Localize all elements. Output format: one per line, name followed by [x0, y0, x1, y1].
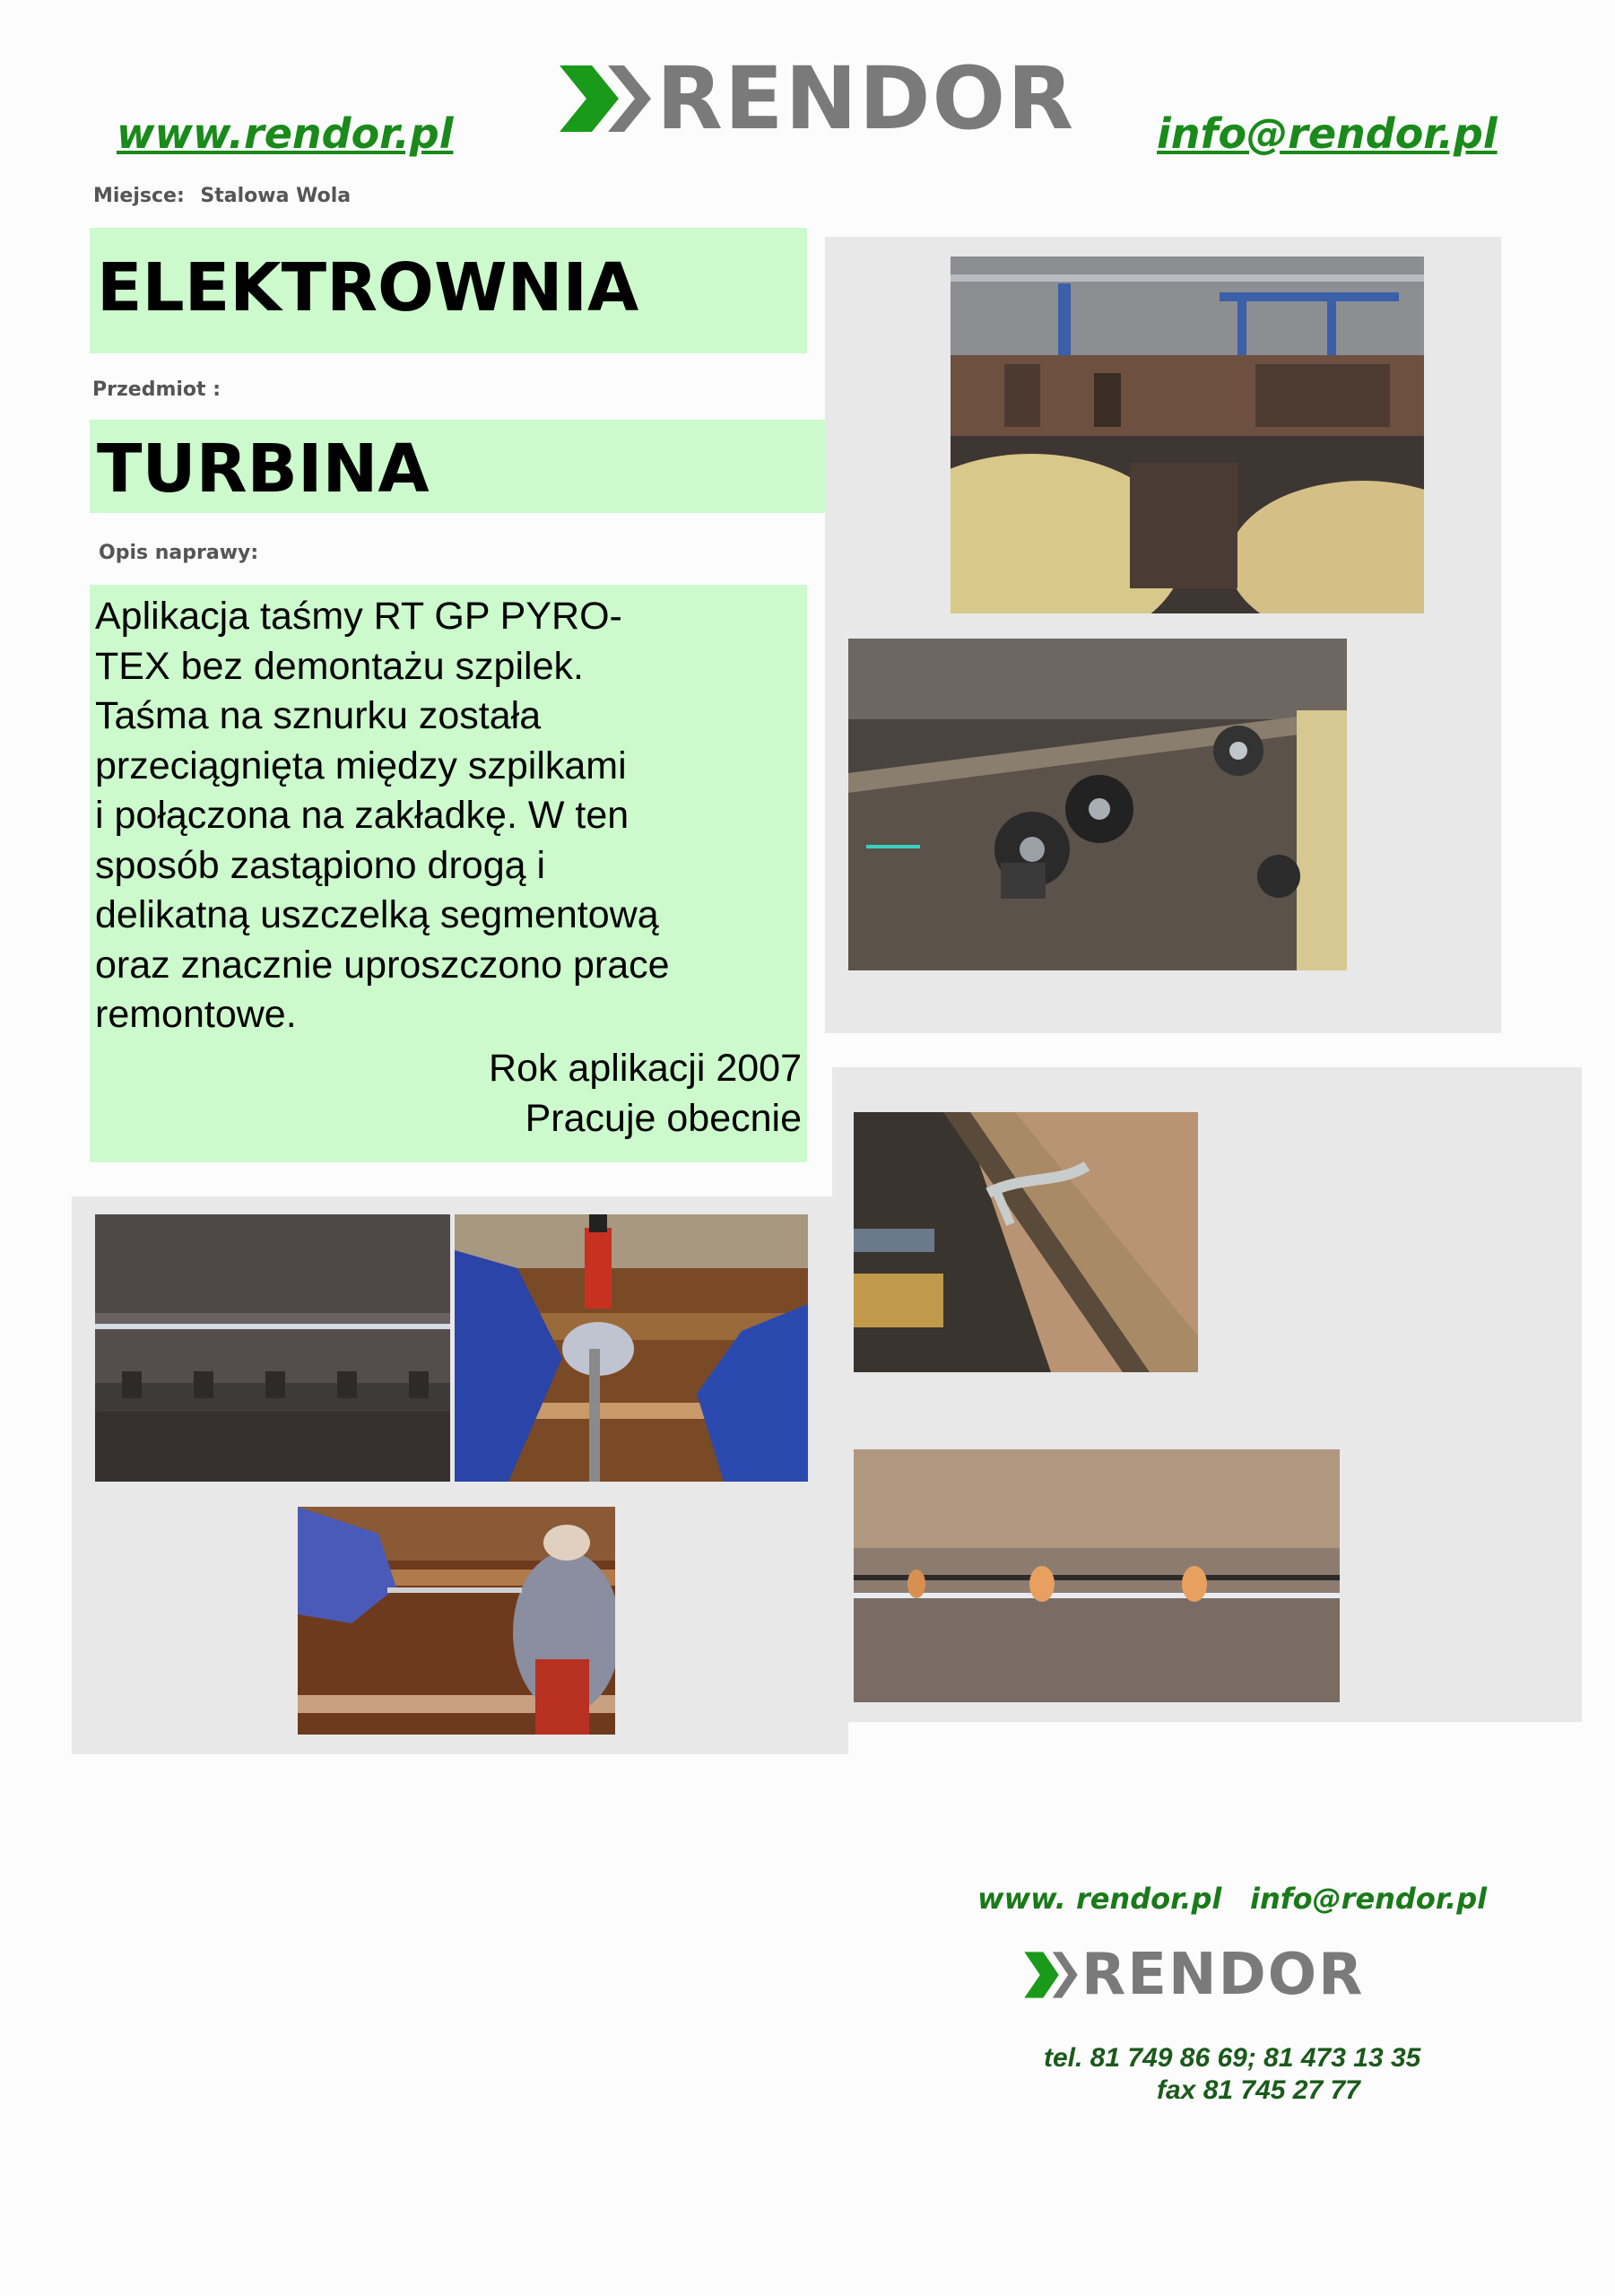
footer-website[interactable]: www. rendor.pl	[977, 1882, 1222, 1916]
sealed-joint-photo	[854, 1449, 1340, 1702]
logo-wordmark: RENDOR	[656, 48, 1076, 149]
tape-on-flange-photo	[854, 1112, 1198, 1372]
repair-label: Opis naprawy:	[99, 542, 259, 564]
footer-fax: fax 81 745 27 77	[1157, 2075, 1360, 2105]
footer-rendor-arrow-icon	[1022, 1950, 1080, 2000]
subject-value: TURBINA	[97, 430, 430, 508]
tape-rolls-photo	[848, 639, 1347, 970]
email-link[interactable]: info@rendor.pl	[1157, 109, 1498, 158]
header-logo	[556, 48, 1076, 149]
location-value: Stalowa Wola	[200, 185, 352, 207]
footer-phone: tel. 81 749 86 69; 81 473 13 35	[1044, 2043, 1421, 2073]
location-label: Miejsce:	[93, 185, 185, 207]
subject-box	[90, 420, 825, 513]
description-box	[90, 585, 807, 1162]
location-line	[93, 185, 351, 207]
rendor-arrow-icon	[556, 62, 655, 135]
footer-logo	[1022, 1942, 1365, 2008]
flange-gap-photo	[95, 1214, 450, 1482]
tape-pulling-photo	[455, 1214, 808, 1482]
page-title: ELEKTROWNIA	[97, 249, 639, 326]
repair-description: Aplikacja taśmy RT GP PYRO- TEX bez demontażu szpilek. Taśma na sznurku została przeciągnięta między szpilkami i połączona na zakładkę. W ten sposób zastąpiono drogą i delikatną uszczelką segmentową oraz znacznie uproszczono prace remontowe.	[95, 595, 670, 1036]
website-link[interactable]: www.rendor.pl	[117, 109, 454, 158]
application-status: Pracuje obecnie	[525, 1097, 802, 1140]
subject-label: Przedmiot :	[92, 378, 221, 401]
tape-joining-photo	[298, 1507, 615, 1735]
title-box	[90, 228, 807, 353]
footer-email[interactable]: info@rendor.pl	[1250, 1882, 1488, 1916]
turbine-hall-photo	[951, 257, 1424, 613]
application-year: Rok aplikacji 2007	[489, 1047, 802, 1090]
footer-logo-wordmark: RENDOR	[1081, 1942, 1365, 2008]
